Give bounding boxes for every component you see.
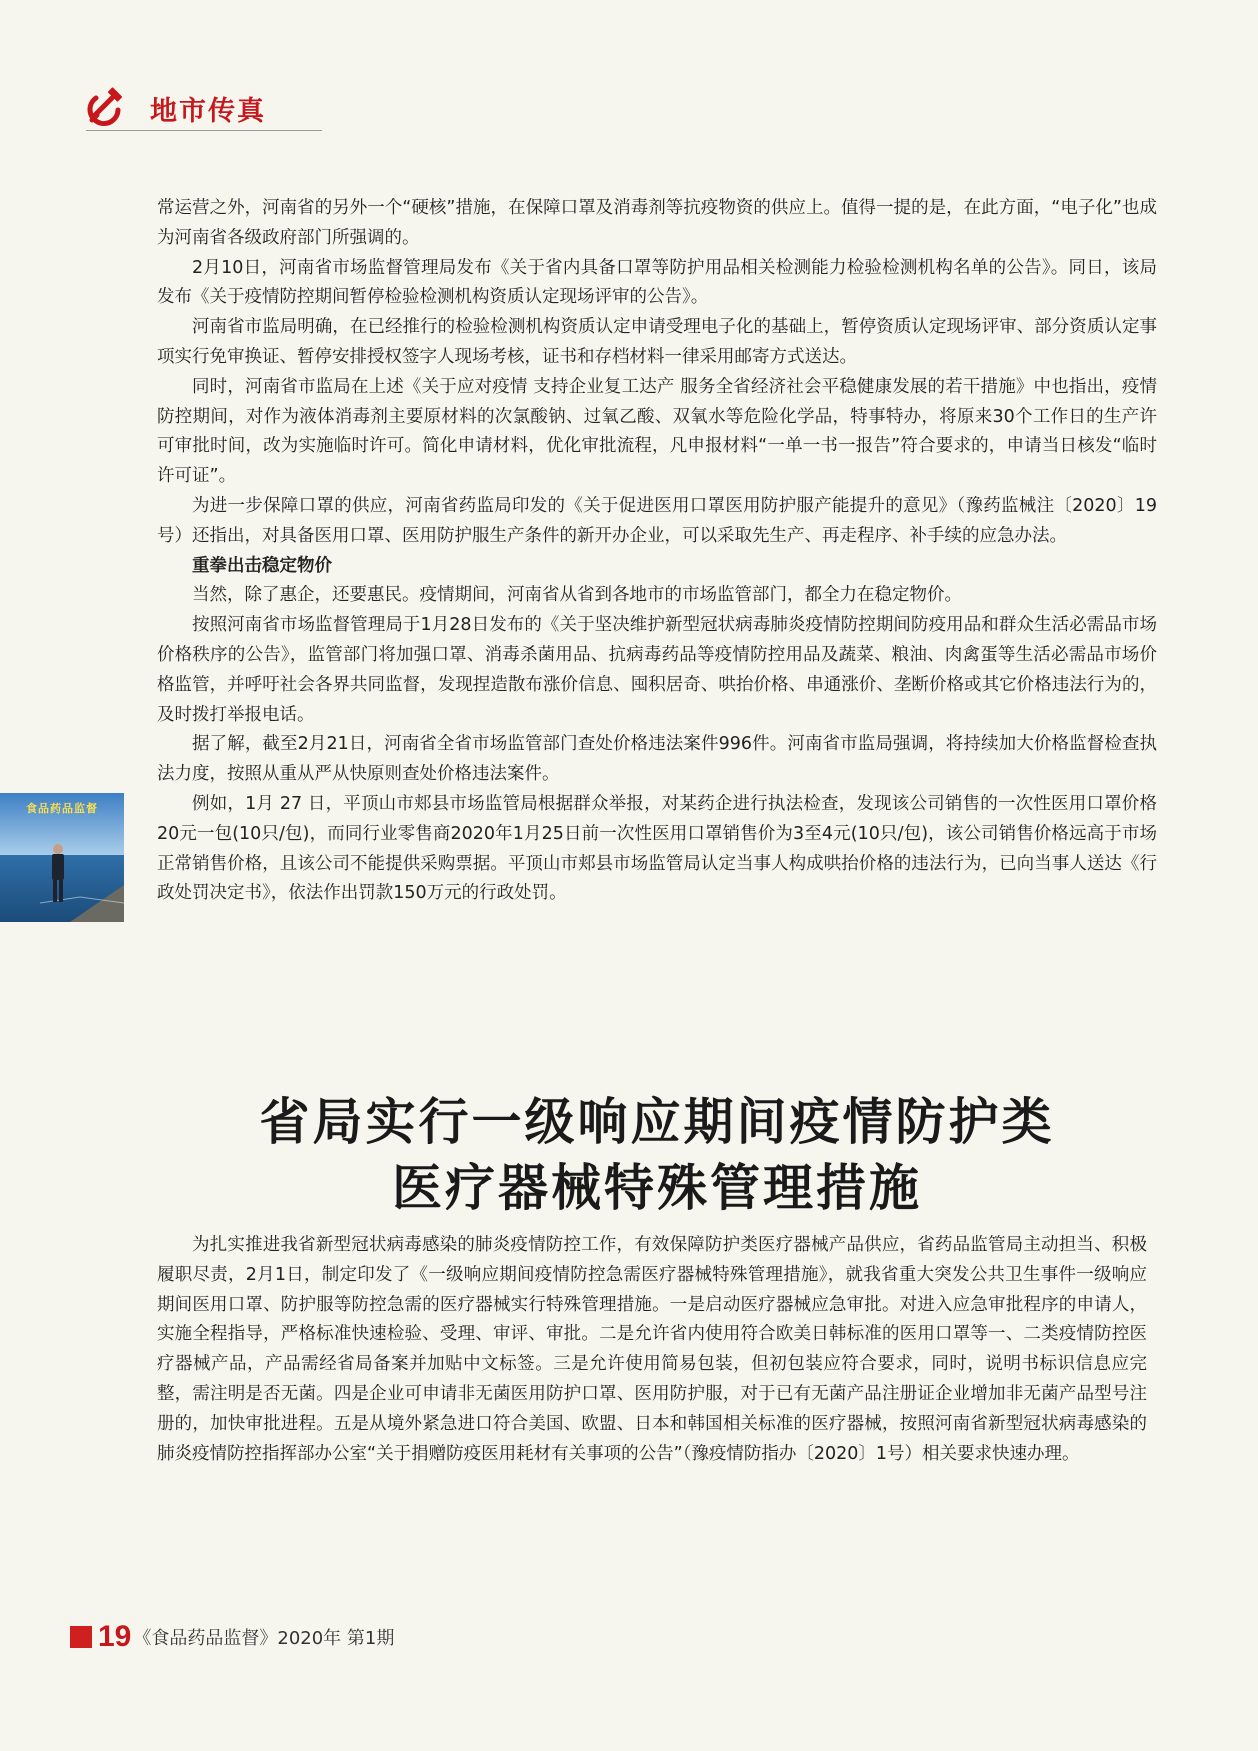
subheading: 重拳出击稳定物价	[192, 555, 332, 576]
paragraph: 按照河南省市场监督管理局于1月28日发布的《关于坚决维护新型冠状病毒肺炎疫情防控期间防疫用品和群众生活必需品市场价格秩序的公告》，监管部门将加强口罩、消毒杀菌用品、抗病毒药品等疫情防控用品及蔬菜、粮油、肉禽蛋等生活必需品市场价格监管，并呼吁社会各界共同监督，发现捏造散布涨价信息、囤积居奇、哄抬价格、串通涨价、垄断价格或其它价格违法行为的，及时拨打举报电话。	[157, 615, 1157, 725]
paragraph: 常运营之外，河南省的另外一个“硬核”措施，在保障口罩及消毒剂等抗疫物资的供应上。值得一提的是，在此方面，“电子化”也成为河南省各级政府部门所强调的。	[157, 198, 1157, 248]
article-body-bottom	[157, 1231, 1147, 1469]
footer-marker	[70, 1626, 92, 1648]
journal-issue: 《食品药品监督》2020年 第1期	[133, 1628, 395, 1649]
paragraph: 例如，1月 27 日，平顶山市郏县市场监管局根据群众举报，对某药企进行执法检查，发现该公司销售的一次性医用口罩价格20元一包(10只/包)，而同行业零售商2020年1月25日前一次性医用口罩销售价为3至4元(10只/包)，该公司销售价格远高于市场正常销售价格，且该公司不能提供采购票据。平顶山市郏县市场监管局认定当事人构成哄抬价格的违法行为，已向当事人送达《行政处罚决定书》，依法作出罚款150万元的行政处罚。	[157, 793, 1157, 904]
hammer-sickle-icon	[86, 86, 126, 130]
page-header	[86, 86, 266, 130]
page-number: 19	[98, 1620, 132, 1653]
article-title-line-1: 省局实行一级响应期间疫情防护类	[259, 1092, 1055, 1151]
section-title: 地市传真	[150, 95, 266, 127]
article-title-line-2: 医疗器械特殊管理措施	[392, 1158, 922, 1217]
paragraph: 为扎实推进我省新型冠状病毒感染的肺炎疫情防控工作，有效保障防护类医疗器械产品供应，省药品监管局主动担当、积极履职尽责，2月1日，制定印发了《一级响应期间疫情防控急需医疗器械特殊管理措施》，就我省重大突发公共卫生事件一级响应期间医用口罩、防护服等防控急需的医疗器械实行特殊管理措施。一是启动医疗器械应急审批。对进入应急审批程序的申请人，实施全程指导，严格标准快速检验、受理、审评、审批。二是允许省内使用符合欧美日韩标准的医用口罩等一、二类疫情防控医疗器械产品，产品需经省局备案并加贴中文标签。三是允许使用简易包装，但初包装应符合要求，同时，说明书标识信息应完整，需注明是否无菌。四是企业可申请非无菌医用防护口罩、医用防护服，对于已有无菌产品注册证企业增加非无菌产品型号注册的，加快审批进程。五是从境外紧急进口符合美国、欧盟、日本和韩国相关标准的医疗器械，按照河南省新型冠状病毒感染的肺炎疫情防控指挥部办公室“关于捐赠防疫医用耗材有关事项的公告”（豫疫情防指办〔2020〕1号）相关要求快速办理。	[157, 1235, 1147, 1464]
paragraph: 当然，除了惠企，还要惠民。疫情期间，河南省从省到各地市的市场监管部门，都全力在稳定物价。	[192, 585, 962, 606]
sidebar-photo	[0, 793, 124, 922]
paragraph: 2月10日，河南省市场监督管理局发布《关于省内具备口罩等防护用品相关检测能力检验检测机构名单的公告》。同日，该局发布《关于疫情防控期间暂停检验检测机构资质认定现场评审的公告》。	[157, 257, 1157, 308]
paragraph: 同时，河南省市监局在上述《关于应对疫情 支持企业复工达产 服务全省经济社会平稳健康发展的若干措施》中也指出，疫情防控期间，对作为液体消毒剂主要原材料的次氯酸钠、过氧乙酸、双氧水等危险化学品，特事特办，将原来30个工作日的生产许可审批时间，改为实施临时许可。简化申请材料，优化审批流程，凡申报材料“一单一书一报告”符合要求的，申请当日核发“临时许可证”。	[157, 376, 1157, 487]
sidebar-photo-label: 食品药品监督	[26, 802, 98, 815]
header-divider	[86, 130, 322, 131]
paragraph: 河南省市监局明确，在已经推行的检验检测机构资质认定申请受理电子化的基础上，暂停资质认定现场评审、部分资质认定事项实行免审换证、暂停安排授权签字人现场考核，证书和存档材料一律采用邮寄方式送达。	[157, 317, 1157, 367]
article-title	[157, 1089, 1157, 1221]
paragraph: 为进一步保障口罩的供应，河南省药监局印发的《关于促进医用口罩医用防护服产能提升的意见》（豫药监械注〔2020〕19号）还指出，对具备医用口罩、医用防护服生产条件的新开办企业，可以采取先生产、再走程序、补手续的应急办法。	[157, 495, 1157, 546]
article-body-top	[157, 194, 1157, 909]
page-footer	[70, 1620, 394, 1654]
paragraph: 据了解，截至2月21日，河南省全省市场监管部门查处价格违法案件996件。河南省市监局强调，将持续加大价格监督检查执法力度，按照从重从严从快原则查处价格违法案件。	[157, 734, 1157, 785]
